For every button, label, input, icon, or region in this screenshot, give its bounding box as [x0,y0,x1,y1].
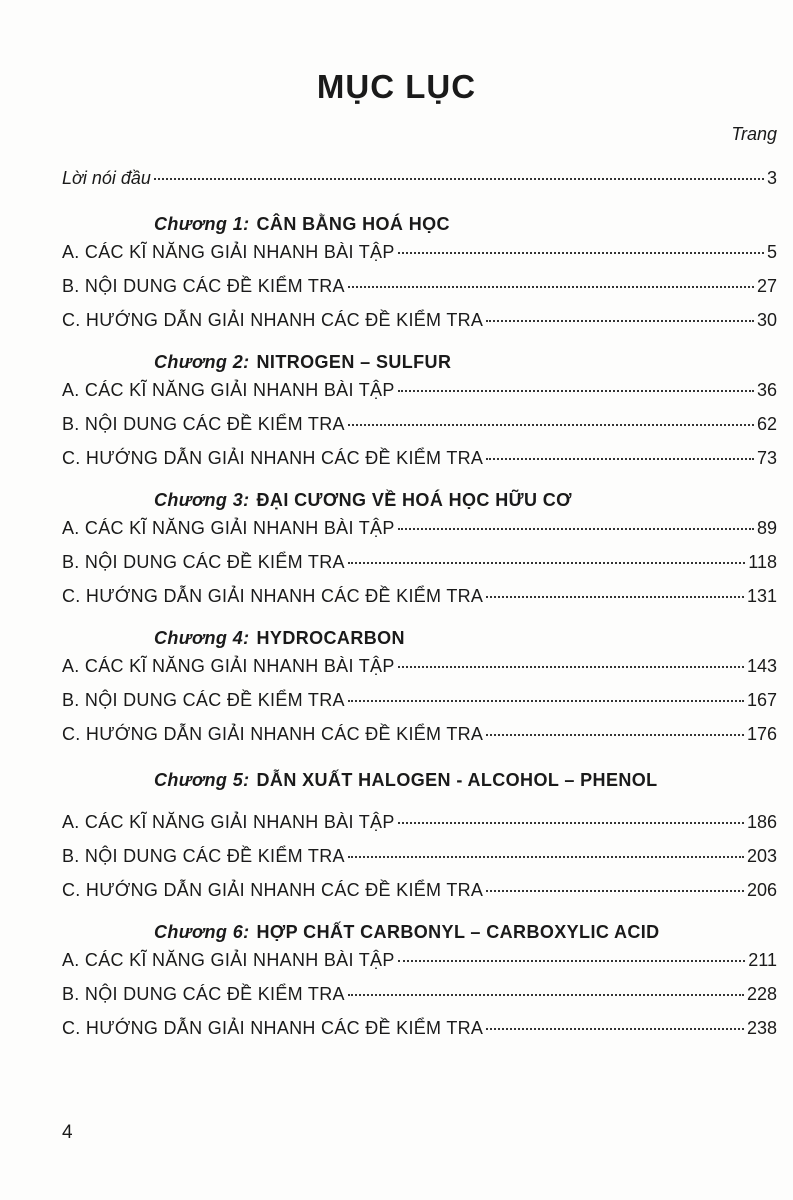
dot-leader [486,319,754,322]
toc-entry[interactable] [62,518,777,552]
chapter-name: ĐẠI CƯƠNG VỀ HOÁ HỌC HỮU CƠ [256,489,572,510]
toc-entry-page: 3 [766,168,777,188]
toc-entry-label: A. CÁC KĨ NĂNG GIẢI NHANH BÀI TẬP [62,656,395,676]
page-title: MỤC LỤC [316,68,477,105]
toc-entry-page: 73 [756,448,777,468]
toc-entry-page: 89 [756,518,777,538]
dot-leader [348,285,754,288]
dot-leader [398,821,744,824]
toc-entry[interactable] [62,724,777,758]
chapter-name: HYDROCARBON [256,627,405,648]
dot-leader [348,855,744,858]
toc-entry-page: 228 [746,984,777,1004]
toc-entry-label: C. HƯỚNG DẪN GIẢI NHANH CÁC ĐỀ KIỂM TRA [62,448,484,468]
page-column-header: Trang [731,124,777,144]
toc-entry[interactable] [62,586,777,620]
toc-entry-label: A. CÁC KĨ NĂNG GIẢI NHANH BÀI TẬP [62,950,395,970]
toc-entry-page: 211 [748,950,777,970]
dot-leader [154,177,764,180]
chapter-list [62,202,777,1052]
toc-entry-label: C. HƯỚNG DẪN GIẢI NHANH CÁC ĐỀ KIỂM TRA [62,586,484,606]
toc-entry[interactable] [62,380,777,414]
toc-entry-label: C. HƯỚNG DẪN GIẢI NHANH CÁC ĐỀ KIỂM TRA [62,1018,484,1038]
toc-entry[interactable] [62,984,777,1018]
toc-entry-label: C. HƯỚNG DẪN GIẢI NHANH CÁC ĐỀ KIỂM TRA [62,880,484,900]
toc-entry[interactable] [62,448,777,482]
chapter-label: Chương 3: [154,489,250,510]
toc-entry-label: C. HƯỚNG DẪN GIẢI NHANH CÁC ĐỀ KIỂM TRA [62,310,484,330]
dot-leader [398,251,764,254]
dot-leader [348,699,744,702]
dot-leader [486,595,744,598]
chapter-label: Chương 5: [154,769,250,790]
toc-entry-page: 203 [746,846,777,866]
toc-entry[interactable] [62,812,777,846]
toc-entry[interactable] [62,242,777,276]
table-of-contents [62,168,777,1052]
toc-entry-label: C. HƯỚNG DẪN GIẢI NHANH CÁC ĐỀ KIỂM TRA [62,724,484,744]
toc-entry-label: A. CÁC KĨ NĂNG GIẢI NHANH BÀI TẬP [62,518,395,538]
dot-leader [348,561,745,564]
dot-leader [486,457,754,460]
chapter-name: HỢP CHẤT CARBONYL – CARBOXYLIC ACID [256,921,660,942]
toc-entry-preface[interactable] [62,168,777,202]
chapter-name: CÂN BẰNG HOÁ HỌC [256,213,450,234]
toc-entry[interactable] [62,1018,777,1052]
footer-page-number: 4 [62,1122,73,1143]
dot-leader [398,389,754,392]
chapter-name: DẪN XUẤT HALOGEN - ALCOHOL – PHENOL [256,769,658,790]
toc-entry-page: 27 [756,276,777,296]
toc-entry-page: 131 [746,586,777,606]
toc-entry-label: Lời nói đầu [62,168,151,188]
chapter-heading-4 [62,620,777,656]
dot-leader [398,665,744,668]
toc-entry-page: 62 [756,414,777,434]
toc-entry-label: B. NỘI DUNG CÁC ĐỀ KIỂM TRA [62,846,345,866]
dot-leader [398,527,754,530]
chapter-heading-3 [62,482,777,518]
chapter-label: Chương 1: [154,213,250,234]
chapter-heading-1 [62,206,777,242]
toc-entry-label: B. NỘI DUNG CÁC ĐỀ KIỂM TRA [62,984,345,1004]
chapter-label: Chương 6: [154,921,250,942]
chapter-heading-6 [62,914,777,950]
toc-entry-page: 36 [756,380,777,400]
chapter-label: Chương 4: [154,627,250,648]
toc-entry-page: 238 [746,1018,777,1038]
chapter-name: NITROGEN – SULFUR [256,351,452,372]
toc-entry-page: 176 [746,724,777,744]
toc-entry-label: B. NỘI DUNG CÁC ĐỀ KIỂM TRA [62,276,345,296]
toc-entry-label: A. CÁC KĨ NĂNG GIẢI NHANH BÀI TẬP [62,812,395,832]
toc-entry-label: A. CÁC KĨ NĂNG GIẢI NHANH BÀI TẬP [62,242,395,262]
toc-entry[interactable] [62,310,777,344]
toc-entry[interactable] [62,656,777,690]
dot-leader [398,959,746,962]
chapter-heading-2 [62,344,777,380]
toc-entry-page: 186 [746,812,777,832]
toc-entry[interactable] [62,880,777,914]
chapter-label: Chương 2: [154,351,250,372]
toc-entry-page: 30 [756,310,777,330]
toc-entry[interactable] [62,414,777,448]
chapter-heading-5 [62,762,777,798]
dot-leader [348,423,754,426]
dot-leader [486,733,744,736]
toc-entry[interactable] [62,276,777,310]
toc-entry-label: B. NỘI DUNG CÁC ĐỀ KIỂM TRA [62,414,345,434]
dot-leader [348,993,744,996]
toc-entry[interactable] [62,950,777,984]
toc-entry-label: B. NỘI DUNG CÁC ĐỀ KIỂM TRA [62,690,345,710]
toc-entry[interactable] [62,552,777,586]
toc-entry-page: 167 [746,690,777,710]
toc-entry-page: 206 [746,880,777,900]
dot-leader [486,1027,744,1030]
toc-entry-label: A. CÁC KĨ NĂNG GIẢI NHANH BÀI TẬP [62,380,395,400]
toc-entry-page: 118 [748,552,777,572]
toc-entry-page: 143 [746,656,777,676]
toc-entry-page: 5 [766,242,777,262]
toc-entry[interactable] [62,690,777,724]
dot-leader [486,889,744,892]
toc-entry[interactable] [62,846,777,880]
toc-entry-label: B. NỘI DUNG CÁC ĐỀ KIỂM TRA [62,552,345,572]
